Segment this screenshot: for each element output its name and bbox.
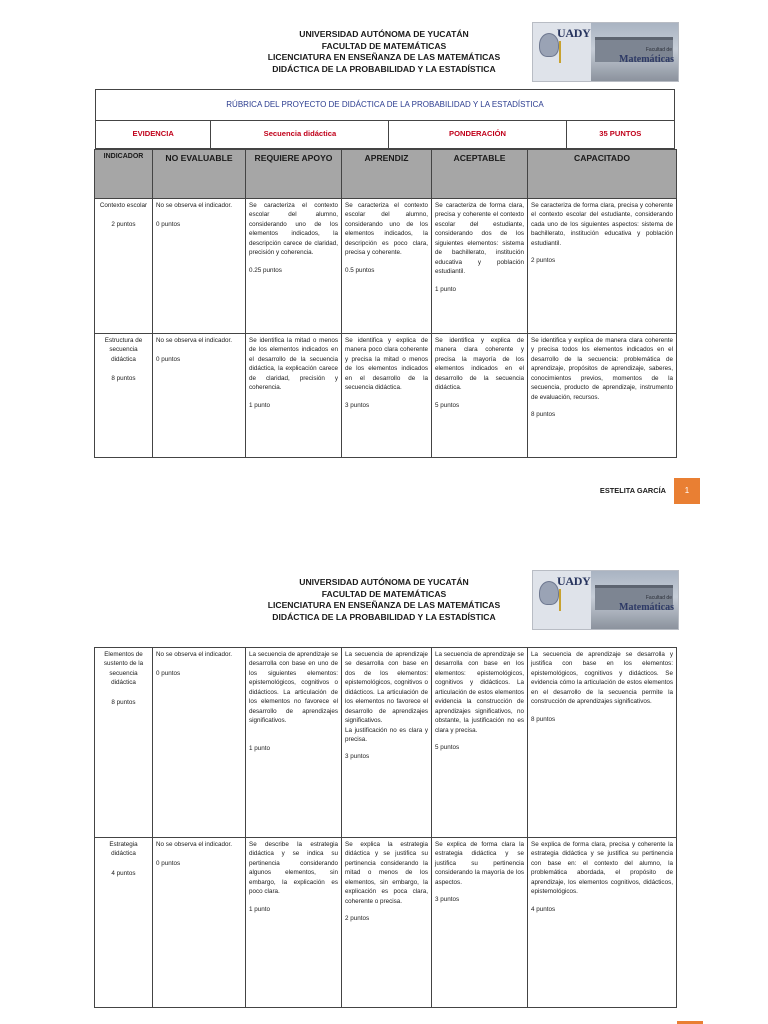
course-name: DIDÁCTICA DE LA PROBABILIDAD Y LA ESTADÍSTICA (272, 63, 496, 74)
capacitado-cell: Se explica de forma clara, precisa y coherente la estrategia didáctica y se justifica su pertinencia con base en: el contexto del alumno, la problemática abordada, el propósito de aprendizaje, los elementos cognitivos, didácticos, epistemológicos. 4 puntos (528, 838, 677, 1008)
author-name: ESTELITA GARCÍA (599, 486, 666, 495)
no-evaluable-cell: No se observa el indicador. 0 puntos (153, 838, 246, 1008)
aprendiz-cell: Se explica la estrategia didáctica y se justifica su pertinencia considerando la mitad o menos de los elementos, sin embargo, la explicación es poca clara, coherente o precisa. 2 puntos (342, 838, 432, 1008)
program-name: LICENCIATURA EN ENSEÑANZA DE LAS MATEMÁTICAS (267, 52, 501, 63)
faculty-logo: UADY Facultad de Matemáticas (532, 22, 679, 82)
requiere-apoyo-cell: Se describe la estrategia didáctica y se indica su pertinencia considerando algunos elementos, sin embargo, la explicación es poco clara. 1 punto (246, 838, 342, 1008)
document-header (230, 29, 538, 75)
aprendiz-cell: Se caracteriza el contexto escolar del alumno, considerando uno de los elementos indicados, la descripción es poco clara, precisa y coherente. 0.5 puntos (342, 199, 432, 334)
university-name: UNIVERSIDAD AUTÓNOMA DE YUCATÁN (299, 29, 469, 39)
requiere-apoyo-cell: La secuencia de aprendizaje se desarrolla con base en uno de los siguientes elementos: epistemológicos, cognitivos o didácticos. La articulación de los elementos no favorece el desarrollo de aprendizajes significativos. 1 punto (246, 648, 342, 838)
page-number: 1 (674, 478, 700, 504)
seal-icon (539, 581, 559, 605)
table-row (95, 838, 677, 1008)
col-no-evaluable: NO EVALUABLE (153, 150, 246, 199)
rubric-table (94, 149, 677, 458)
indicator-cell: Contexto escolar 2 puntos (95, 199, 153, 334)
weight-label: PONDERACIÓN (389, 121, 566, 148)
column-headers (95, 150, 677, 199)
col-aprendiz: APRENDIZ (342, 150, 432, 199)
requiere-apoyo-cell: Se caracteriza el contexto escolar del alumno, considerando uno de los elementos indicados, la descripción carece de claridad, precisión y coherencia. 0.25 puntos (246, 199, 342, 334)
faculty-logo: UADY Facultad de Matemáticas (532, 570, 679, 630)
col-aceptable: ACEPTABLE (432, 150, 528, 199)
col-capacitado: CAPACITADO (528, 150, 677, 199)
rubric-table-continued (94, 647, 677, 1008)
requiere-apoyo-cell: Se identifica la mitad o menos de los elementos indicados en el desarrollo de la secuencia didáctica, la explicación carece de claridad, precisión y coherencia. 1 punto (246, 334, 342, 458)
faculty-name: FACULTAD DE MATEMÁTICAS (321, 588, 447, 599)
aceptable-cell: Se identifica y explica de manera clara coherente y precisa la mayoría de los elementos indicados en el desarrollo de la secuencia didáctica. 5 puntos (432, 334, 528, 458)
evidence-row (95, 121, 675, 149)
table-row (95, 334, 677, 458)
table-row (95, 199, 677, 334)
aprendiz-cell: La secuencia de aprendizaje se desarrolla con base en dos de los elementos: epistemológicos, cognitivos o didácticos. La articulación de los elementos no favorece el desarrollo de aprendizajes significativos. La justificación no es clara y precisa. 3 puntos (342, 648, 432, 838)
capacitado-cell: La secuencia de aprendizaje se desarrolla y justifica con base en los elementos: epistemológicos, cognitivos y didácticos. Se evidencia cómo la articulación de estos elementos en el desarrollo de la secuencia permite la construcción de aprendizajes significativos. 8 puntos (528, 648, 677, 838)
col-indicador: INDICADOR (95, 150, 153, 199)
page-footer (560, 478, 700, 504)
aceptable-cell: La secuencia de aprendizaje se desarrolla con base en los elementos: epistemológicos, cognitivos y didácticos. La articulación de estos elementos evidencia la construcción de aprendizajes significativos, no obstante, la justificación no es clara y precisa. 5 puntos (432, 648, 528, 838)
table-row (95, 648, 677, 838)
aceptable-cell: Se explica de forma clara la estrategia didáctica y se justifica su pertinencia considerando la mayoría de los aspectos. 3 puntos (432, 838, 528, 1008)
document-header (230, 577, 538, 623)
page-2 (0, 548, 768, 1024)
program-name: LICENCIATURA EN ENSEÑANZA DE LAS MATEMÁTICAS (267, 600, 501, 611)
capacitado-cell: Se identifica y explica de manera clara coherente y precisa todos los elementos indicados en el desarrollo de la secuencia: problemática de aprendizaje, propósitos de aprendizaje, saberes, conocimientos previos, momentos de la secuencia, producto de aprendizaje, instrumento de evaluación, recursos. 8 puntos (528, 334, 677, 458)
evidence-label: EVIDENCIA (96, 121, 211, 148)
no-evaluable-cell: No se observa el indicador. 0 puntos (153, 648, 246, 838)
col-requiere-apoyo: REQUIERE APOYO (246, 150, 342, 199)
university-name: UNIVERSIDAD AUTÓNOMA DE YUCATÁN (299, 577, 469, 587)
evidence-value: Secuencia didáctica (211, 121, 389, 148)
indicator-cell: Estrategia didáctica 4 puntos (95, 838, 153, 1008)
aprendiz-cell: Se identifica y explica de manera poco clara coherente y precisa la mitad o menos de los elementos indicados en el desarrollo de la secuencia didáctica. 3 puntos (342, 334, 432, 458)
rubric-title: RÚBRICA DEL PROYECTO DE DIDÁCTICA DE LA PROBABILIDAD Y LA ESTADÍSTICA (95, 89, 675, 121)
no-evaluable-cell: No se observa el indicador. 0 puntos (153, 199, 246, 334)
course-name: DIDÁCTICA DE LA PROBABILIDAD Y LA ESTADÍSTICA (272, 611, 496, 622)
aceptable-cell: Se caracteriza de forma clara, precisa y coherente el contexto escolar del estudiante, considerando dos de los siguientes elementos: sistema de bachillerato, institución educativa y población estudiantil. 1 punto (432, 199, 528, 334)
capacitado-cell: Se caracteriza de forma clara, precisa y coherente el contexto escolar del estudiante, considerando cada uno de los siguientes aspectos: sistema de bachillerato, institución educativa y población estudiantil. 2 puntos (528, 199, 677, 334)
weight-value: 35 PUNTOS (599, 129, 642, 138)
no-evaluable-cell: No se observa el indicador. 0 puntos (153, 334, 246, 458)
indicator-cell: Estructura de secuencia didáctica 8 puntos (95, 334, 153, 458)
seal-icon (539, 33, 559, 57)
indicator-cell: Elementos de sustento de la secuencia didáctica 8 puntos (95, 648, 153, 838)
faculty-name: FACULTAD DE MATEMÁTICAS (321, 40, 447, 51)
